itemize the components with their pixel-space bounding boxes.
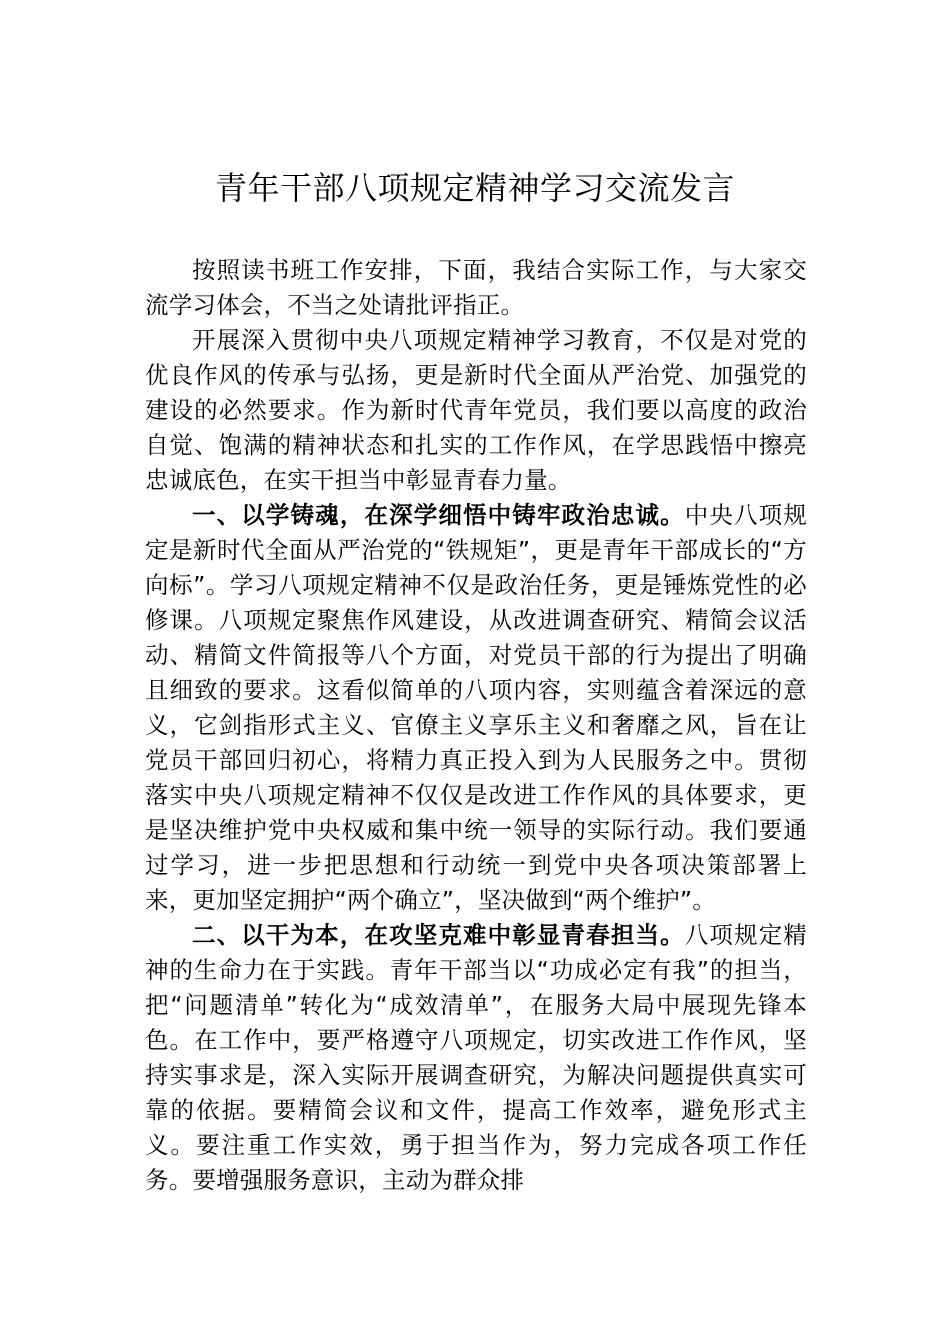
paragraph-overview (145, 323, 807, 498)
document-body (145, 253, 807, 1198)
section-heading: 一、以学铸魂，在深学细悟中铸牢政治忠诚。 (192, 501, 685, 529)
paragraph-text: 开展深入贯彻中央八项规定精神学习教育，不仅是对党的优良作风的传承与弘扬，更是新时代全面从严治党、加强党的建设的必然要求。作为新时代青年党员，我们要以高度的政治自觉、饱满的精神状态和扎实的工作作风，在学思践悟中擦亮忠诚底色，在实干担当中彰显青春力量。 (145, 326, 807, 494)
paragraph-text: 中央八项规定是新时代全面从严治党的“铁规矩”，更是青年干部成长的“方向标”。学习八项规定精神不仅是政治任务，更是锤炼党性的必修课。八项规定聚焦作风建设，从改进调查研究、精简会议活动、精简文件简报等八个方面，对党员干部的行为提出了明确且细致的要求。这看似简单的八项内容，实则蕴含着深远的意义，它剑指形式主义、官僚主义享乐主义和奢靡之风，旨在让党员干部回归初心，将精力真正投入到为人民服务之中。贯彻落实中央八项规定精神不仅仅是改进工作作风的具体要求，更是坚决维护党中央权威和集中统一领导的实际行动。我们要通过学习，进一步把思想和行动统一到党中央各项决策部署上来，更加坚定拥护“两个确立”，坚决做到“两个维护”。 (145, 501, 807, 914)
paragraph-text: 八项规定精神的生命力在于实践。青年干部当以“功成必定有我”的担当，把“问题清单”转化为“成效清单”，在服务大局中展现先锋本色。在工作中，要严格遵守八项规定，切实改进工作作风，坚持实事求是，深入实际开展调查研究，为解决问题提供真实可靠的依据。要精简会议和文件，提高工作效率，避免形式主义。要注重工作实效，勇于担当作为，努力完成各项工作任务。要增强服务意识，主动为群众排 (145, 921, 807, 1194)
paragraph-section-one (145, 498, 807, 918)
paragraph-intro (145, 253, 807, 323)
paragraph-text: 按照读书班工作安排，下面，我结合实际工作，与大家交流学习体会，不当之处请批评指正。 (145, 256, 807, 319)
page-title: 青年干部八项规定精神学习交流发言 (214, 169, 735, 207)
section-heading: 二、以干为本，在攻坚克难中彰显青春担当。 (192, 921, 685, 949)
paragraph-section-two (145, 918, 807, 1198)
